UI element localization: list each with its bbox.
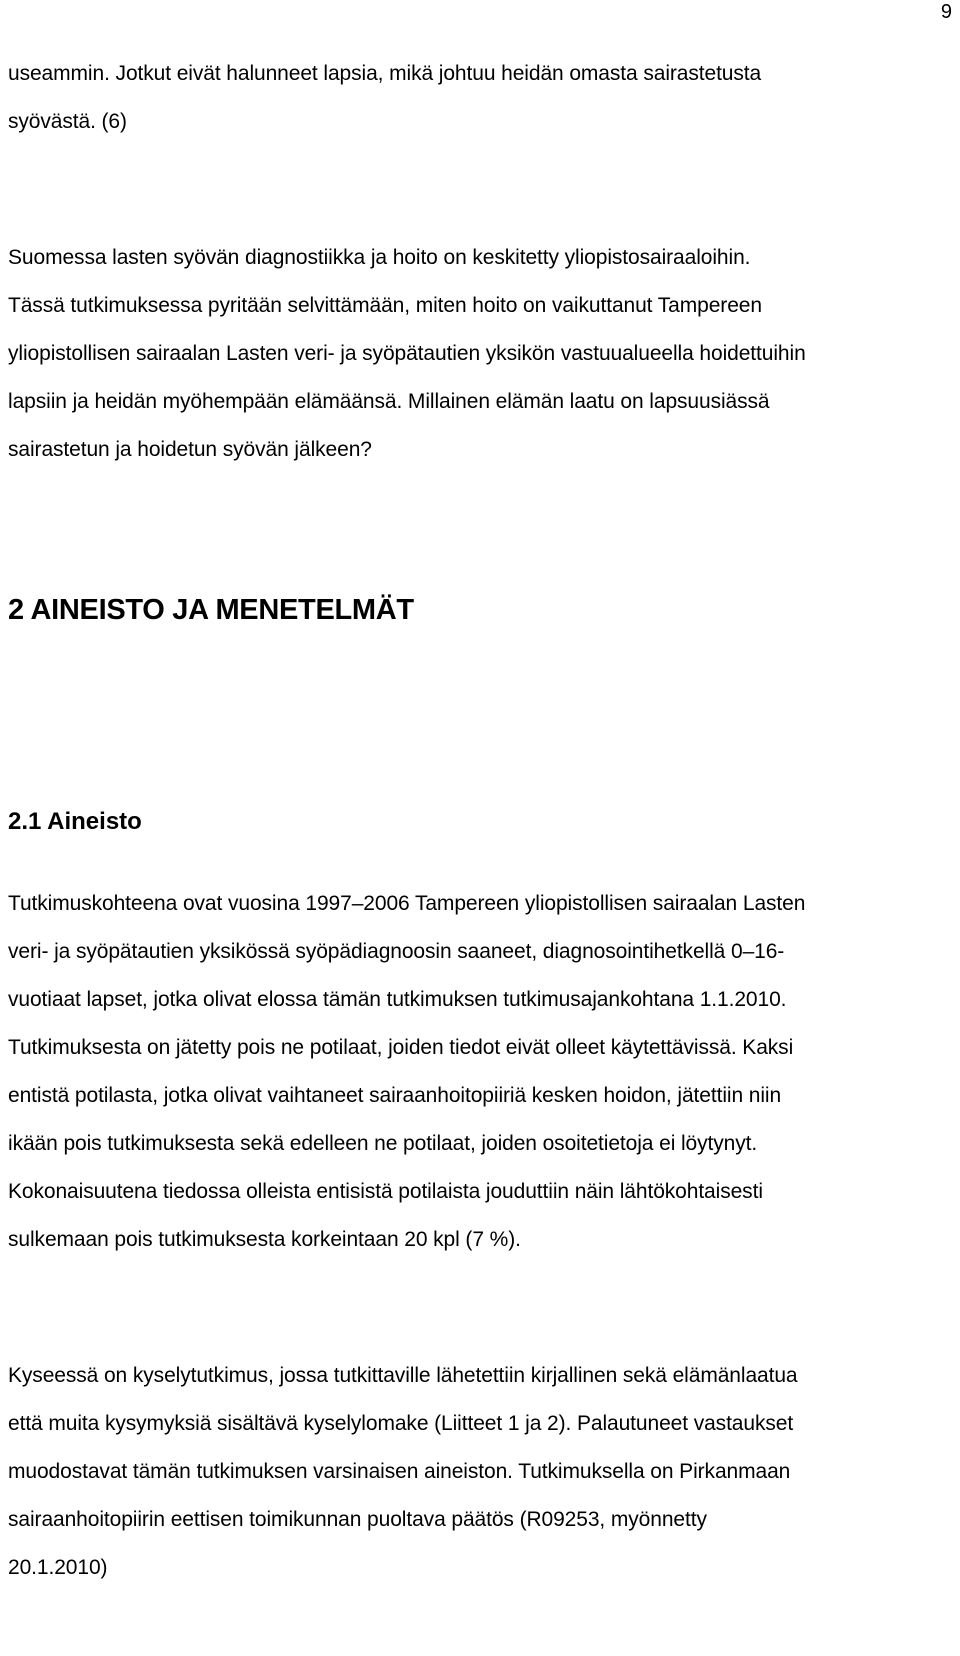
text-line: veri- ja syöpätautien yksikössä syöpädiagnoosin saaneet, diagnosointihetkellä 0–16- — [8, 940, 785, 963]
material-paragraph — [8, 880, 952, 1264]
text-line: Tutkimuksesta on jätetty pois ne potilaat, joiden tiedot eivät olleet käytettävissä. Kaksi — [8, 1036, 794, 1059]
text-line: lapsiin ja heidän myöhempään elämäänsä. Millainen elämän laatu on lapsuusiässä — [8, 390, 770, 413]
text-line: Tässä tutkimuksessa pyritään selvittämään, miten hoito on vaikuttanut Tampereen — [8, 294, 762, 317]
purpose-paragraph — [8, 234, 952, 474]
section-heading: 2 AINEISTO JA MENETELMÄT — [8, 594, 414, 626]
text-line: Kyseessä on kyselytutkimus, jossa tutkittaville lähetettiin kirjallinen sekä elämänlaatua — [8, 1364, 798, 1387]
text-line: entistä potilasta, jotka olivat vaihtaneet sairaanhoitopiiriä kesken hoidon, jätettiin niin — [8, 1084, 782, 1107]
text-line: muodostavat tämän tutkimuksen varsinaisen aineiston. Tutkimuksella on Pirkanmaan — [8, 1460, 791, 1483]
text-line: että muita kysymyksiä sisältävä kyselylomake (Liitteet 1 ja 2). Palautuneet vastaukset — [8, 1412, 794, 1435]
text-line: yliopistollisen sairaalan Lasten veri- ja syöpätautien yksikön vastuualueella hoidettuihin — [8, 342, 806, 365]
text-line: sulkemaan pois tutkimuksesta korkeintaan 20 kpl (7 %). — [8, 1228, 521, 1251]
text-line: Suomessa lasten syövän diagnostiikka ja hoito on keskitetty yliopistosairaaloihin. — [8, 246, 751, 269]
text-line: useammin. Jotkut eivät halunneet lapsia, mikä johtuu heidän omasta sairastetusta — [8, 62, 762, 85]
subsection-heading: 2.1 Aineisto — [8, 808, 142, 835]
text-line: sairaanhoitopiirin eettisen toimikunnan puoltava päätös (R09253, myönnetty — [8, 1508, 707, 1531]
text-line: sairastetun ja hoidetun syövän jälkeen? — [8, 438, 372, 461]
survey-paragraph — [8, 1352, 952, 1592]
text-line: Kokonaisuutena tiedossa olleista entisistä potilaista jouduttiin näin lähtökohtaisesti — [8, 1180, 763, 1203]
text-line: 20.1.2010) — [8, 1556, 108, 1579]
text-line: vuotiaat lapset, jotka olivat elossa tämän tutkimuksen tutkimusajankohtana 1.1.2010. — [8, 988, 787, 1011]
text-line: ikään pois tutkimuksesta sekä edelleen ne potilaat, joiden osoitetietoja ei löytynyt. — [8, 1132, 758, 1155]
text-line: syövästä. (6) — [8, 110, 127, 133]
intro-paragraph — [8, 50, 952, 146]
text-line: Tutkimuskohteena ovat vuosina 1997–2006 Tampereen yliopistollisen sairaalan Lasten — [8, 892, 806, 915]
page-number: 9 — [940, 1, 952, 23]
